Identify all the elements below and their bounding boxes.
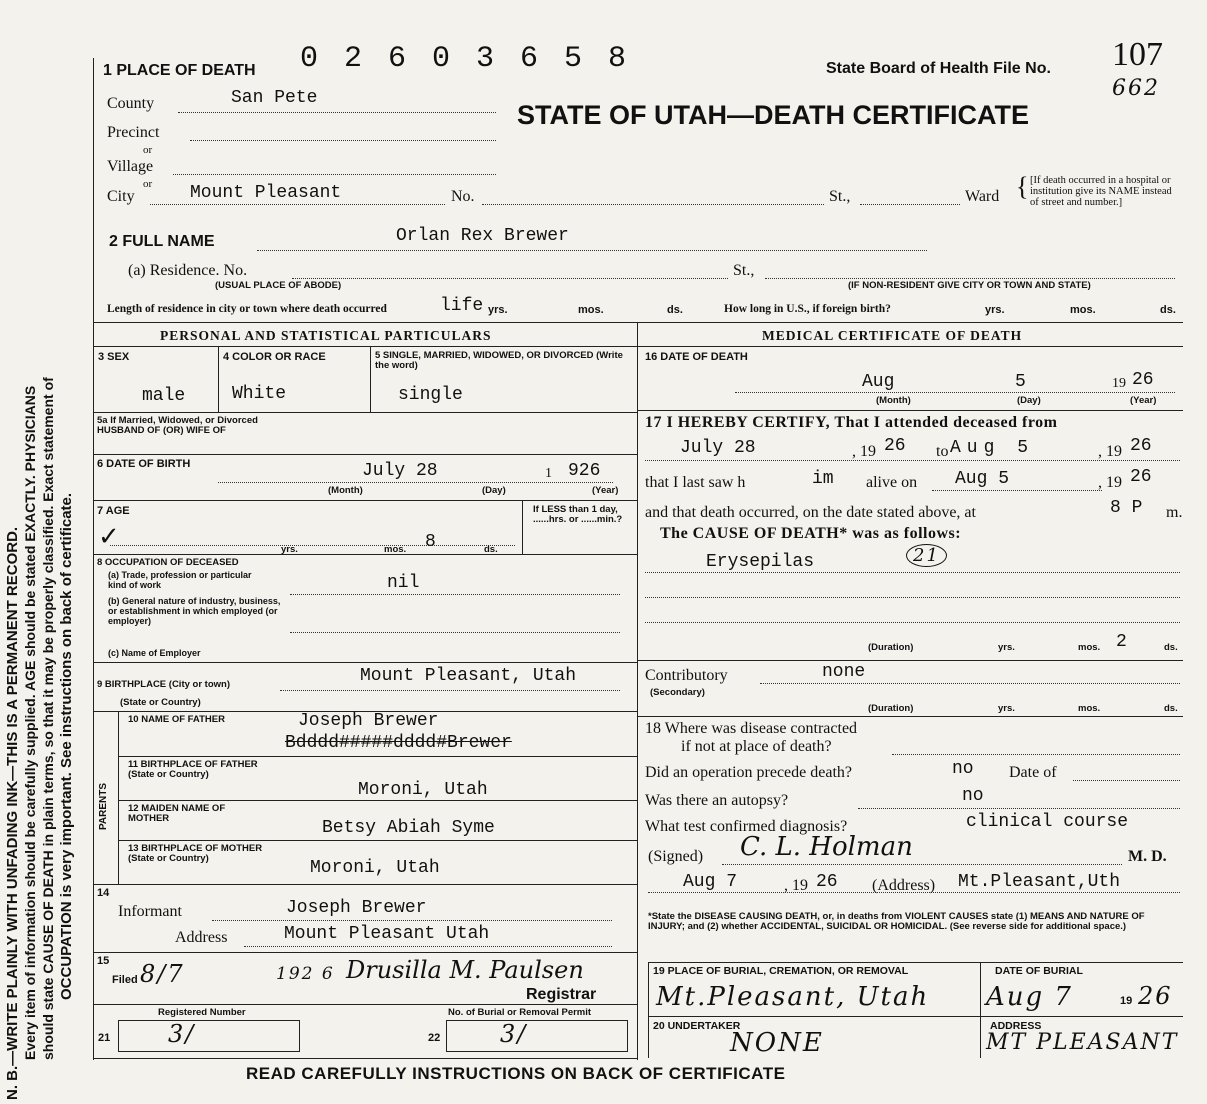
residence-st-label: St., <box>733 262 755 279</box>
md-label: M. D. <box>1128 848 1167 865</box>
filed-label: Filed <box>112 974 138 986</box>
filed-no: 15 <box>97 955 110 967</box>
street-label: St., <box>829 188 851 205</box>
length-value: life <box>440 296 484 316</box>
bottom-left-line <box>93 1058 638 1059</box>
birthplace-label: 9 BIRTHPLACE (City or town) <box>97 679 230 690</box>
mother-birthplace: Moroni, Utah <box>310 858 440 878</box>
section-divider <box>93 322 1183 323</box>
page-title: STATE OF UTAH—DEATH CERTIFICATE <box>517 100 1029 130</box>
burial-year: 26 <box>1138 982 1173 1010</box>
medical-heading: MEDICAL CERTIFICATE OF DEATH <box>762 328 1023 343</box>
birthplace-value: Mount Pleasant, Utah <box>360 666 577 686</box>
mos-label: mos. <box>578 304 604 316</box>
alive-on-label: alive on <box>866 474 918 491</box>
age-check: ✓ <box>98 522 120 551</box>
duration-ds: ds. <box>1164 703 1178 714</box>
attended-from: July 28 <box>680 438 756 458</box>
cause-of-death: Erysepilas <box>706 552 815 572</box>
father-birthplace-label: 11 BIRTHPLACE OF FATHER (State or Country) <box>128 759 258 780</box>
occupation-label: 8 OCCUPATION OF DECEASED <box>97 557 239 568</box>
death-time: 8 P <box>1110 498 1143 518</box>
duration-mos: mos. <box>1078 642 1101 653</box>
marital-value: single <box>398 385 463 405</box>
test-label: What test confirmed diagnosis? <box>645 818 848 835</box>
file-no-label: State Board of Health File No. <box>826 60 1051 77</box>
personal-heading: PERSONAL AND STATISTICAL PARTICULARS <box>160 328 492 343</box>
or-text: or <box>143 178 153 190</box>
undertaker-value: NONE <box>730 1028 824 1058</box>
box-21: 21 <box>98 1032 111 1044</box>
length-label: Length of residence in city or town where death occurred <box>107 303 387 315</box>
contributory-value: none <box>822 662 866 682</box>
undertaker-address: MT PLEASANT <box>986 1030 1179 1055</box>
duration-mos: mos. <box>1078 703 1101 714</box>
last-saw-fill: im <box>812 469 834 489</box>
margin-note-3: should state CAUSE OF DEATH in plain terms, so that it may be properly classified. Exact statement of <box>40 377 56 1060</box>
informant-address-label: Address <box>175 929 228 946</box>
father-name: Joseph Brewer <box>298 711 439 731</box>
signed-year: 26 <box>816 872 838 892</box>
informant-label: Informant <box>118 903 182 920</box>
ward-note: [If death occurred in a hospital or institution give its NAME instead of street and number.] <box>1030 175 1172 208</box>
informant-no: 14 <box>97 887 110 899</box>
or-text: or <box>143 144 153 156</box>
mother-name: Betsy Abiah Syme <box>322 818 495 838</box>
alive-on-date: Aug 5 <box>955 469 1010 489</box>
box-22: 22 <box>428 1032 441 1044</box>
occupation-c: (c) Name of Employer <box>108 648 201 658</box>
less-than-label: If LESS than 1 day, ......hrs. or ......min.? <box>533 504 623 525</box>
cause-code: 21 <box>906 544 947 567</box>
mother-birthplace-label: 13 BIRTHPLACE OF MOTHER (State or Country) <box>128 843 263 864</box>
contributory-label: Contributory <box>645 667 728 684</box>
mother-label: 12 MAIDEN NAME OF MOTHER <box>128 803 226 824</box>
parents-label: PARENTS <box>98 782 109 830</box>
attended-from-year: 26 <box>884 436 906 456</box>
file-no: 107 <box>1112 36 1163 73</box>
sex-label: 3 SEX <box>98 351 130 363</box>
month-sub: (Month) <box>328 485 363 496</box>
operation-value: no <box>952 759 974 779</box>
center-divider <box>637 322 638 1060</box>
nonresident-note: (IF NON-RESIDENT GIVE CITY OR TOWN AND STATE) <box>848 280 1091 291</box>
city-label: City <box>107 188 135 205</box>
year-sub: (Year) <box>592 485 619 496</box>
registrar-signature: Drusilla M. Paulsen <box>346 956 584 984</box>
dob-year-prefix: 1 <box>545 466 552 481</box>
place-of-death-label: 1 PLACE OF DEATH <box>103 62 256 79</box>
age-mos: mos. <box>384 544 407 555</box>
burial-date-label: DATE OF BURIAL <box>995 965 1083 977</box>
dob-year: 926 <box>568 461 601 481</box>
sex-value: male <box>142 386 186 406</box>
comma-19: , 19 <box>1098 443 1122 460</box>
physician-signature: C. L. Holman <box>740 832 913 862</box>
file-no-sub: 662 <box>1112 76 1160 101</box>
contracted-label-2: if not at place of death? <box>681 738 832 755</box>
burial-permit-box <box>446 1020 628 1052</box>
informant-address: Mount Pleasant Utah <box>284 924 490 944</box>
father-struck: Bdddd#####dddd#Brewer <box>285 733 512 753</box>
physician-address: Mt.Pleasant,Uth <box>958 872 1121 892</box>
death-occurred-text: and that death occurred, on the date stated above, at <box>645 504 976 521</box>
left-border <box>93 58 94 1060</box>
cause-label: The CAUSE OF DEATH* was as follows: <box>660 525 962 542</box>
undertaker-label: 20 UNDERTAKER <box>653 1020 741 1032</box>
county-value: San Pete <box>231 88 318 108</box>
burial-permit-number: 3/ <box>500 1020 528 1048</box>
ds-label: ds. <box>1160 304 1176 316</box>
duration-label: (Duration) <box>868 642 914 653</box>
residence-label: (a) Residence. No. <box>128 262 248 279</box>
race-value: White <box>232 384 287 404</box>
dod-year-prefix: 19 <box>1112 376 1126 391</box>
occupation-value: nil <box>387 573 420 593</box>
month-sub: (Month) <box>876 395 911 406</box>
race-label: 4 COLOR OR RACE <box>223 351 326 363</box>
duration-yrs: yrs. <box>998 642 1015 653</box>
father-birthplace: Moroni, Utah <box>358 780 488 800</box>
day-sub: (Day) <box>482 485 506 496</box>
yrs-label: yrs. <box>985 304 1005 316</box>
occupation-a: (a) Trade, profession or particular kind of work <box>108 570 252 590</box>
comma-19: , 19 <box>1098 474 1122 491</box>
spouse-label: 5a If Married, Widowed, or Divorced HUSBAND OF (OR) WIFE OF <box>97 415 258 436</box>
dod-day: 5 <box>1015 372 1026 392</box>
time-m: m. <box>1166 504 1183 521</box>
contracted-label: 18 Where was disease contracted <box>645 720 858 737</box>
autopsy-value: no <box>962 786 984 806</box>
occupation-b: (b) General nature of industry, business, or establishment in which employed (or employer) <box>108 596 281 626</box>
county-label: County <box>107 95 155 112</box>
filed-year: 192 6 <box>276 964 335 984</box>
operation-date-label: Date of <box>1009 764 1057 781</box>
margin-note-4: OCCUPATION is very important. See instructions on back of certificate. <box>58 492 75 1000</box>
residence-sub: (USUAL PLACE OF ABODE) <box>215 280 342 291</box>
to-label: to <box>936 443 949 460</box>
age-months: 8 <box>425 532 436 552</box>
signed-label: (Signed) <box>648 848 704 865</box>
signed-date: Aug 7 <box>683 872 738 892</box>
dod-label: 16 DATE OF DEATH <box>645 351 748 363</box>
birthplace-sub: (State or Country) <box>120 697 201 708</box>
mos-label: mos. <box>1070 304 1096 316</box>
attended-to: Aug 5 <box>950 438 1035 458</box>
margin-note-2: Every item of information should be carefully supplied. AGE should be stated EXACTLY. PHYSICIANS <box>22 385 38 1060</box>
undertaker-address-label: ADDRESS <box>990 1020 1042 1032</box>
autopsy-label: Was there an autopsy? <box>645 792 789 809</box>
burial-place: Mt.Pleasant, Utah <box>656 982 930 1012</box>
duration-label: (Duration) <box>868 703 914 714</box>
age-label: 7 AGE <box>97 505 130 517</box>
burial-permit-label: No. of Burial or Removal Permit <box>448 1007 592 1018</box>
precinct-label: Precinct <box>107 124 160 141</box>
dob-label: 6 DATE OF BIRTH <box>97 458 191 470</box>
alive-on-year: 26 <box>1130 467 1152 487</box>
physician-address-label: (Address) <box>872 877 936 894</box>
attended-to-year: 26 <box>1130 436 1152 456</box>
cause-note: *State the DISEASE CAUSING DEATH, or, in deaths from VIOLENT CAUSES state (1) MEANS AND NATURE OF INJURY; and (2) whether ACCIDENTAL, SUICIDAL OR HOMICIDAL. (See reverse side for additional space.) <box>648 911 1145 932</box>
village-label: Village <box>107 158 154 175</box>
city-value: Mount Pleasant <box>190 183 342 203</box>
marital-label: 5 SINGLE, MARRIED, WIDOWED, OR DIVORCED (Write the word) <box>375 350 623 371</box>
yrs-label: yrs. <box>488 304 508 316</box>
burial-place-label: 19 PLACE OF BURIAL, CREMATION, OR REMOVAL <box>653 965 909 977</box>
last-saw-label: that I last saw h <box>645 474 746 491</box>
operation-label: Did an operation precede death? <box>645 764 853 781</box>
registered-number-label: Registered Number <box>158 1007 246 1018</box>
age-yrs: yrs. <box>281 544 298 555</box>
dob-month-day: July 28 <box>362 461 438 481</box>
dod-year: 26 <box>1132 370 1154 390</box>
certify-text: 17 I HEREBY CERTIFY, That I attended deceased from <box>645 414 1058 431</box>
full-name-label: 2 FULL NAME <box>109 233 215 250</box>
contributory-sub: (Secondary) <box>650 687 705 698</box>
burial-year-prefix: 19 <box>1120 995 1133 1007</box>
day-sub: (Day) <box>1017 395 1041 406</box>
duration-months: 2 <box>1116 632 1127 652</box>
footer-instructions: READ CAREFULLY INSTRUCTIONS ON BACK OF CERTIFICATE <box>246 1064 786 1083</box>
registered-number: 3/ <box>168 1020 196 1048</box>
test-value: clinical course <box>966 812 1129 832</box>
filed-date: 8/7 <box>140 960 185 988</box>
margin-note-1: N. B.—WRITE PLAINLY WITH UNFADING INK—THIS IS A PERMANENT RECORD. <box>4 526 21 1100</box>
informant-name: Joseph Brewer <box>286 898 427 918</box>
father-label: 10 NAME OF FATHER <box>128 714 225 725</box>
comma-19: , 19 <box>784 877 808 894</box>
duration-yrs: yrs. <box>998 703 1015 714</box>
us-label: How long in U.S., if foreign birth? <box>724 303 891 315</box>
dod-month: Aug <box>862 372 895 392</box>
year-sub: (Year) <box>1130 395 1157 406</box>
registrar-label: Registrar <box>526 986 597 1003</box>
certificate-number: 0 2 6 0 3 6 5 8 <box>300 42 631 76</box>
ds-label: ds. <box>667 304 683 316</box>
duration-ds: ds. <box>1164 642 1178 653</box>
age-ds: ds. <box>484 544 498 555</box>
registered-number-box <box>118 1020 300 1052</box>
street-no-label: No. <box>451 188 475 205</box>
full-name-value: Orlan Rex Brewer <box>396 226 569 246</box>
burial-date: Aug 7 <box>986 982 1073 1012</box>
ward-label: Ward <box>965 188 1000 205</box>
comma-19: , 19 <box>852 443 876 460</box>
